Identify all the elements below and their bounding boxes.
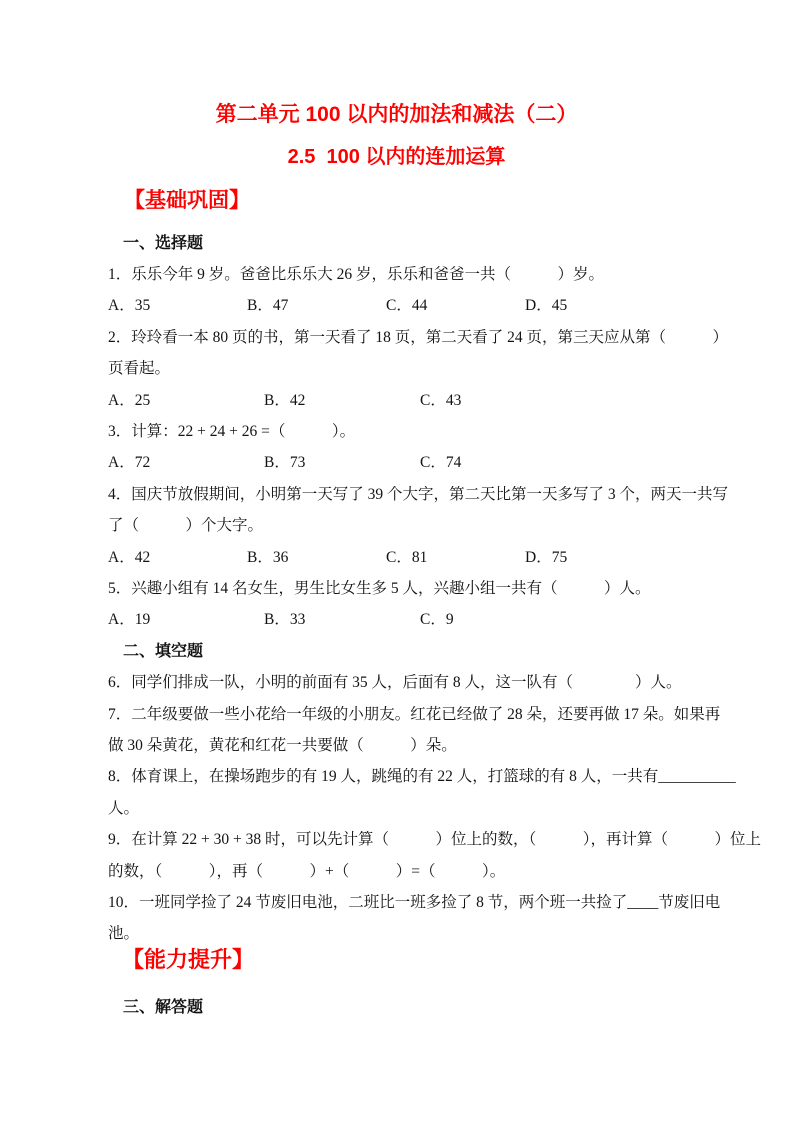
option-c: C．43 <box>420 391 462 409</box>
option-a: A．25 <box>108 391 151 409</box>
option-b: B．36 <box>247 548 289 566</box>
question-7-line-1: 7．二年级要做一些小花给一年级的小朋友。红花已经做了 28 朵，还要再做 17 朵。如果再 <box>108 705 721 723</box>
section-heading-solve: 三、解答题 <box>123 999 204 1017</box>
option-b: B．42 <box>264 391 306 409</box>
question-4-line-2: 了（ ）个大字。 <box>108 517 264 535</box>
question-2-line-2: 页看起。 <box>108 360 171 378</box>
question-4-options <box>108 540 713 571</box>
section-heading-fill: 二、填空题 <box>123 643 204 661</box>
question-8-line-1: 8．体育课上，在操场跑步的有 19 人，跳绳的有 22 人，打篮球的有 8 人，一共有__________ <box>108 768 736 786</box>
option-d: D．75 <box>525 548 568 566</box>
lesson-title: 2.5 100 以内的连加运算 <box>287 146 506 168</box>
option-d: D．45 <box>525 297 568 315</box>
option-c: C．44 <box>386 297 428 315</box>
option-a: A．72 <box>108 454 151 472</box>
question-1-line-1: 1．乐乐今年 9 岁。爸爸比乐乐大 26 岁，乐乐和爸爸一共（ ）岁。 <box>108 266 605 284</box>
question-7-line-2: 做 30 朵黄花，黄花和红花一共要做（ ）朵。 <box>108 736 457 754</box>
question-6-line-1: 6．同学们排成一队，小明的前面有 35 人，后面有 8 人，这一队有（ ）人。 <box>108 674 682 692</box>
option-a: A．35 <box>108 297 151 315</box>
section-heading-choice: 一、选择题 <box>123 235 204 253</box>
question-5-line-1: 5．兴趣小组有 14 名女生，男生比女生多 5 人，兴趣小组一共有（ ）人。 <box>108 579 651 597</box>
question-10-line-2: 池。 <box>108 925 140 943</box>
basic-practice-badge: 【基础巩固】 <box>124 189 250 212</box>
option-b: B．73 <box>264 454 306 472</box>
option-c: C．81 <box>386 548 428 566</box>
option-c: C．74 <box>420 454 462 472</box>
question-1-options <box>108 289 713 320</box>
question-9-line-2: 的数，（ ），再（ ）+（ ）=（ ）。 <box>108 862 506 880</box>
question-2-options <box>108 383 713 414</box>
question-3-line-1: 3．计算：22 + 24 + 26 =（ ）。 <box>108 423 356 441</box>
option-a: A．19 <box>108 611 151 629</box>
worksheet-body <box>0 226 793 1021</box>
question-3-options <box>108 446 713 477</box>
question-4-line-1: 4．国庆节放假期间，小明第一天写了 39 个大字，第二天比第一天多写了 3 个，两天一共写 <box>108 485 729 503</box>
option-b: B．33 <box>264 611 306 629</box>
question-5-options <box>108 603 713 634</box>
option-b: B．47 <box>247 297 289 315</box>
option-c: C．9 <box>420 611 454 629</box>
option-a: A．42 <box>108 548 151 566</box>
question-2-line-1: 2．玲玲看一本 80 页的书，第一天看了 18 页，第二天看了 24 页，第三天应从第（ ） <box>108 328 729 346</box>
question-10-line-1: 10．一班同学捡了 24 节废旧电池，二班比一班多捡了 8 节，两个班一共捡了____节废旧电 <box>108 893 721 911</box>
question-9-line-1: 9．在计算 22 + 30 + 38 时，可以先计算（ ）位上的数，（ ），再计算（ ）位上 <box>108 831 761 849</box>
advanced-practice-badge: 【能力提升】 <box>122 946 255 972</box>
unit-title: 第二单元 100 以内的加法和减法（二） <box>215 103 578 126</box>
question-8-line-2: 人。 <box>108 799 140 817</box>
